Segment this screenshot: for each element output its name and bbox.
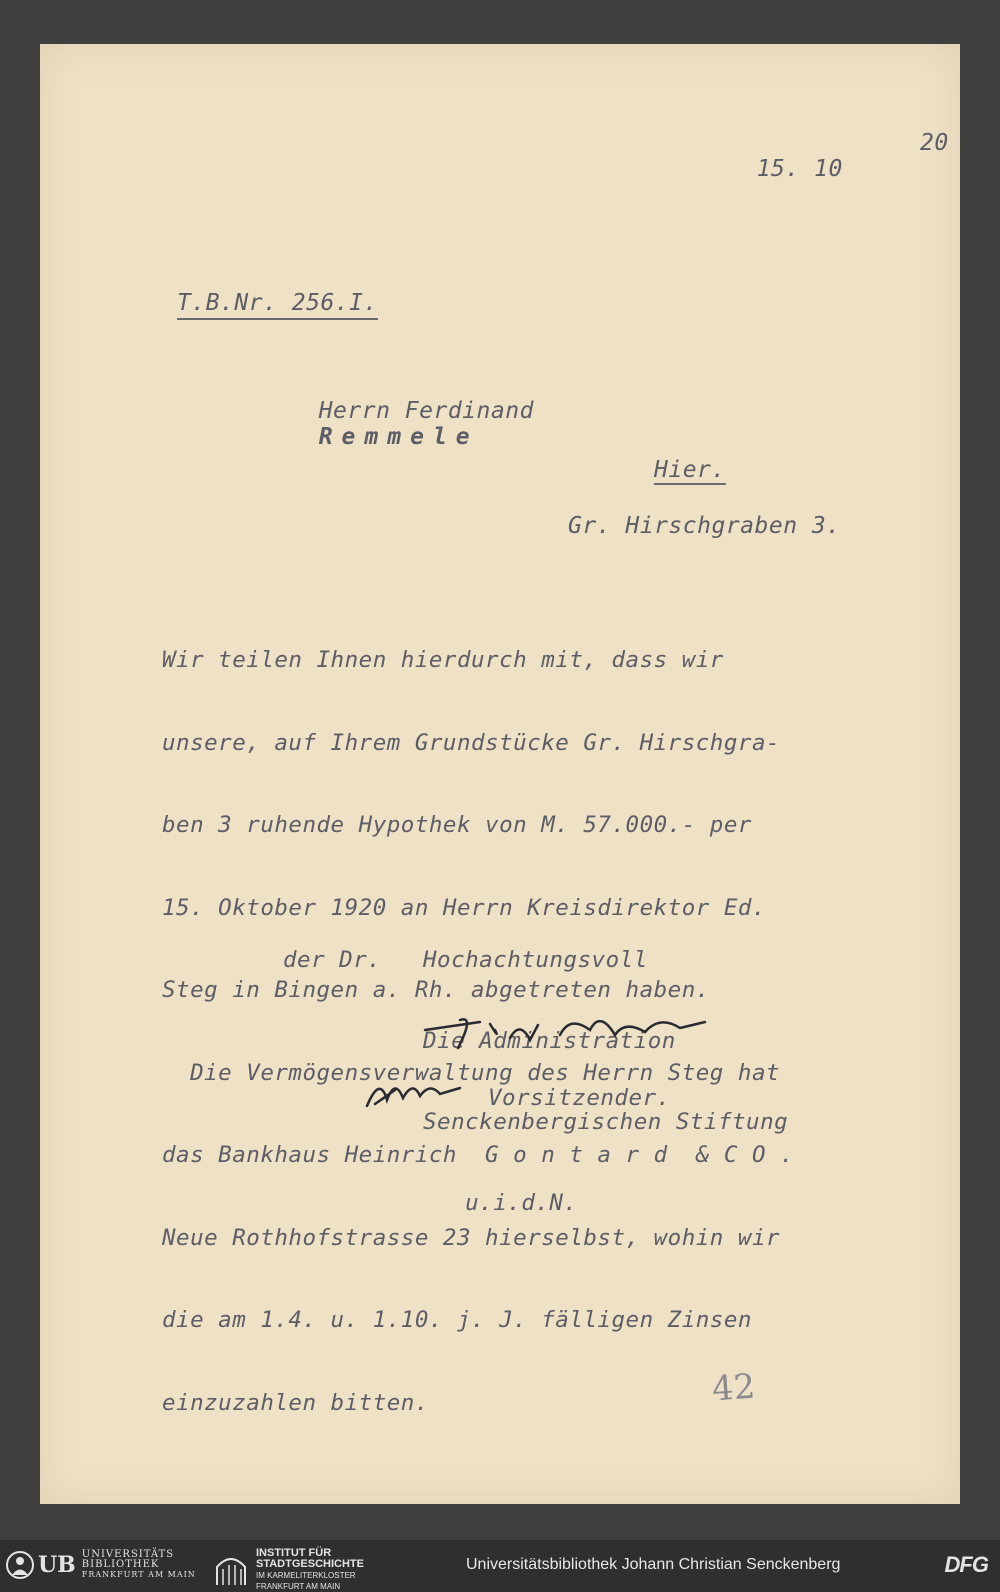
isg-logo[interactable] xyxy=(214,1548,364,1592)
ub-line: UNIVERSITÄTS xyxy=(81,1549,175,1560)
body-line: Wir teilen Ihnen hierdurch mit, dass wir xyxy=(162,647,724,673)
reference-number: T.B.Nr. 256.I. xyxy=(177,290,378,320)
ub-line: BIBLIOTHEK xyxy=(81,1559,160,1570)
body-line: die am 1.4. u. 1.10. j. J. fälligen Zinsen xyxy=(162,1307,752,1333)
body-line: ben 3 ruhende Hypothek von M. 57.000.- per xyxy=(162,812,752,838)
recipient-line xyxy=(290,372,534,450)
ub-line: FRANKFURT AM MAIN xyxy=(81,1570,196,1579)
isg-line: FRANKFURT AM MAIN xyxy=(256,1582,341,1591)
ub-subtitle xyxy=(82,1550,196,1580)
body-line: unsere, auf Ihrem Grundstücke Gr. Hirschgra- xyxy=(162,729,781,756)
letter-date xyxy=(728,130,949,208)
signatory-role: Vorsitzender. xyxy=(488,1085,671,1111)
body-line: das Bankhaus Heinrich G o n t a r d & C O . xyxy=(162,1142,795,1168)
body-line: Steg in Bingen a. Rh. abgetreten haben. xyxy=(162,977,710,1003)
page-number: 42 xyxy=(710,1366,757,1410)
handwritten-signature xyxy=(420,1000,720,1060)
ub-name: UB xyxy=(38,1552,76,1578)
ub-emblem-icon xyxy=(6,1550,34,1580)
isg-subtitle xyxy=(256,1548,364,1592)
recipient-surname: Remmele xyxy=(318,424,479,450)
closing-line: Hochachtungsvoll xyxy=(423,947,648,973)
closing-line: Senckenbergischen Stiftung xyxy=(423,1109,789,1135)
dfg-logo[interactable]: DFG xyxy=(944,1552,988,1577)
isg-line: IM KARMELITERKLOSTER xyxy=(256,1571,356,1580)
place-line: Hier. xyxy=(654,457,726,483)
recipient-prefix: Herrn Ferdinand xyxy=(318,398,534,424)
date-day-month: 15. 10 xyxy=(756,156,843,182)
body-line: Neue Rothhofstrasse 23 hierselbst, wohin wir xyxy=(162,1224,781,1251)
isg-line: INSTITUT FÜR xyxy=(256,1547,332,1559)
isg-line: STADTGESCHICHTE xyxy=(256,1558,364,1570)
closing-block xyxy=(423,893,788,1244)
admin-prefix: der Dr. xyxy=(283,947,382,973)
street-line: Gr. Hirschgraben 3. xyxy=(568,513,841,539)
body-line: 15. Oktober 1920 an Herrn Kreisdirektor Ed. xyxy=(162,894,766,921)
body-line: Die Vermögensverwaltung des Herrn Steg hat xyxy=(162,1059,781,1086)
footer-bar xyxy=(0,1540,1000,1592)
body-line: einzuzahlen bitten. xyxy=(162,1389,429,1416)
closing-line: Die Administration xyxy=(423,1028,676,1054)
closing-line: u.i.d.N. xyxy=(423,1190,578,1216)
handwritten-initials xyxy=(365,1070,485,1110)
arch-icon xyxy=(214,1553,248,1587)
date-year: 20 xyxy=(920,130,949,156)
ub-logo[interactable] xyxy=(6,1550,196,1580)
library-title[interactable]: Universitätsbibliothek Johann Christian Senckenberg xyxy=(466,1556,841,1573)
